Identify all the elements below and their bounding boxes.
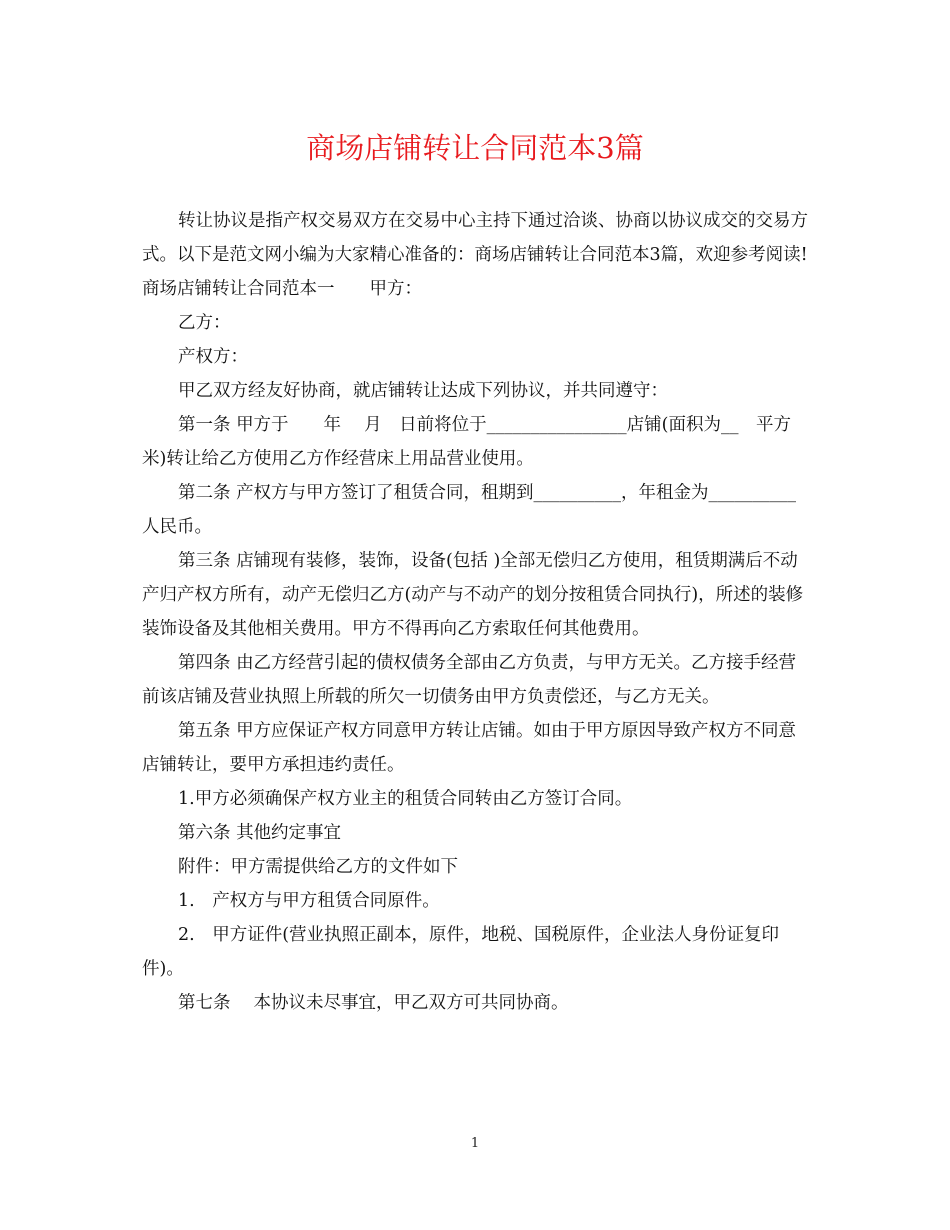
paragraph-intro: 转让协议是指产权交易双方在交易中心主持下通过洽谈、协商以协议成交的交易方式。以下是范文网小编为大家精心准备的：商场店铺转让合同范本3篇，欢迎参考阅读!	[142, 211, 808, 265]
document-title: 商场店铺转让合同范本3篇	[306, 131, 644, 165]
paragraph-agreement-intro: 甲乙双方经友好协商，就店铺转让达成下列协议，并共同遵守：	[178, 381, 668, 401]
paragraph-article-2: 第二条 产权方与甲方签订了租赁合同，租期到__________，年租金为__________人民币。	[142, 483, 797, 537]
paragraph-article-4: 第四条 由乙方经营引起的债权债务全部由乙方负责，与甲方无关。乙方接手经营前该店铺及营业执照上所载的所欠一切债务由甲方负责偿还，与乙方无关。	[142, 653, 797, 707]
paragraph-article-3: 第三条 店铺现有装修，装饰，设备(包括 )全部无偿归乙方使用，租赁期满后不动产归产权方所有，动产无偿归乙方(动产与不动产的划分按租赁合同执行)，所述的装修装饰设备及其他相关费用。甲方不得再向乙方索取任何其他费用。	[142, 551, 804, 639]
paragraph-attachment-2: 2. 甲方证件(营业执照正副本，原件，地税、国税原件，企业法人身份证复印件)。	[142, 925, 780, 979]
paragraph-attachments: 附件：甲方需提供给乙方的文件如下	[178, 857, 458, 877]
paragraph-item-1: 1.甲方必须确保产权方业主的租赁合同转由乙方签订合同。	[178, 789, 633, 809]
document-body	[142, 204, 808, 1020]
paragraph-property-owner: 产权方：	[178, 347, 248, 367]
paragraph-article-7: 第七条 本协议未尽事宜，甲乙双方可共同协商。	[178, 993, 569, 1013]
page-number: 1	[470, 1136, 480, 1151]
paragraph-article-1: 第一条 甲方于 年 月 日前将位于________________店铺(面积为__ 平方米)转让给乙方使用乙方作经营床上用品营业使用。	[142, 415, 791, 469]
paragraph-attachment-1: 1. 产权方与甲方租赁合同原件。	[178, 891, 440, 911]
paragraph-party-b: 乙方：	[178, 313, 231, 333]
paragraph-article-5: 第五条 甲方应保证产权方同意甲方转让店铺。如由于甲方原因导致产权方不同意店铺转让，要甲方承担违约责任。	[142, 721, 797, 775]
paragraph-article-6: 第六条 其他约定事宜	[178, 823, 342, 843]
paragraph-contract-heading: 商场店铺转让合同范本一 甲方：	[142, 279, 422, 299]
